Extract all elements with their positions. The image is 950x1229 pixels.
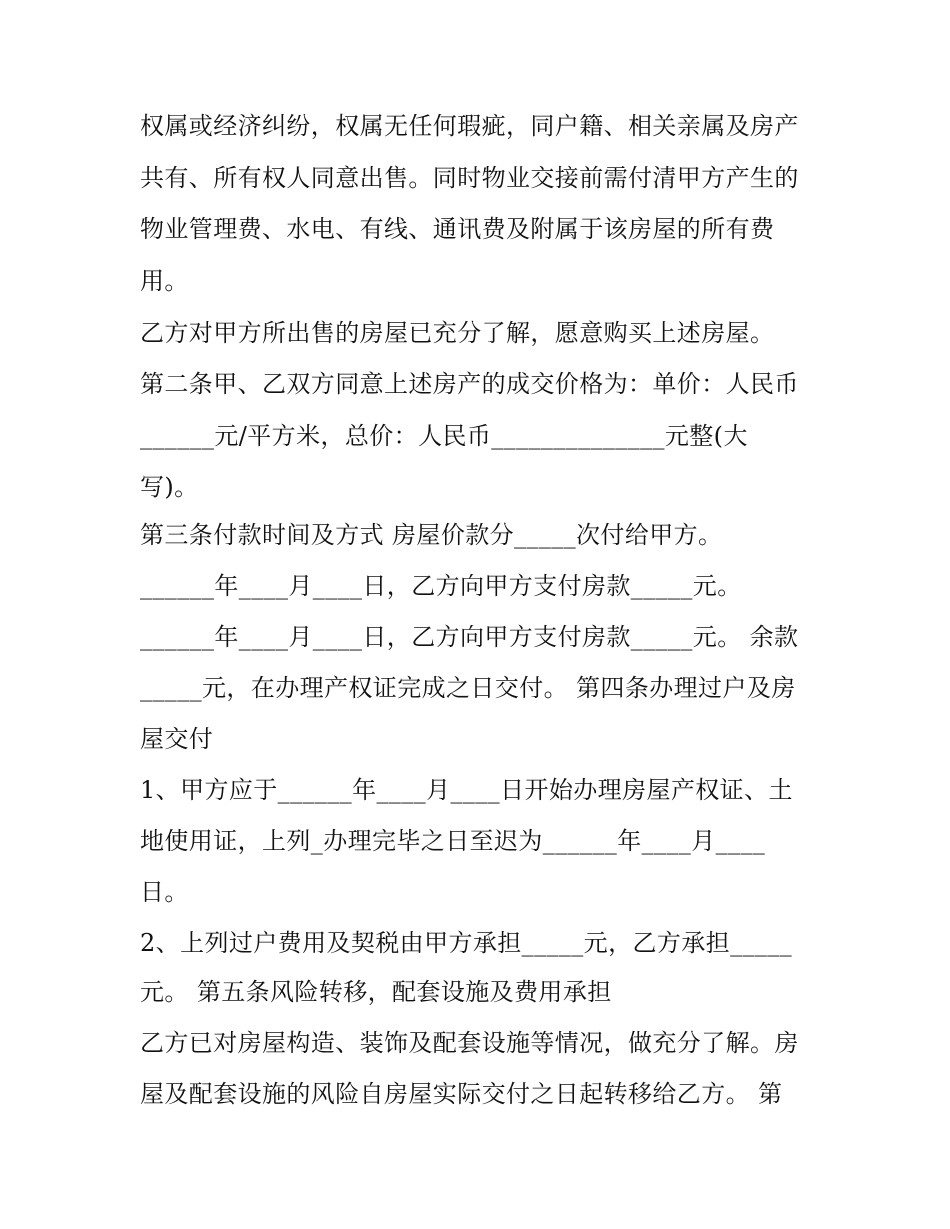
text-line: ______年____月____日，乙方向甲方支付房款_____元。 余款: [140, 623, 799, 651]
text-line: _____元，在办理产权证完成之日交付。 第四条办理过户及房: [140, 674, 796, 702]
text-line: 物业管理费、水电、有线、通讯费及附属于该房屋的所有费: [140, 215, 775, 243]
text-line: 屋及配套设施的风险自房屋实际交付之日起转移给乙方。 第: [140, 1080, 783, 1108]
text-line: 共有、所有权人同意出售。同时物业交接前需付清甲方产生的: [140, 164, 799, 192]
text-line: 权属或经济纠纷，权属无任何瑕疵，同户籍、相关亲属及房产: [140, 112, 799, 140]
text-line: 地使用证，上列_办理完毕之日至迟为______年____月____: [140, 827, 766, 855]
text-line: 日。: [140, 878, 189, 906]
text-line: 元。 第五条风险转移，配套设施及费用承担: [140, 978, 612, 1006]
text-line: 第三条付款时间及方式 房屋价款分_____次付给甲方。: [140, 521, 723, 549]
text-line: 2、上列过户费用及契税由甲方承担_____元，乙方承担_____: [140, 929, 793, 957]
text-line: ______元/平方米，总价：人民币______________元整(大: [140, 422, 748, 450]
text-line: 乙方已对房屋构造、装饰及配套设施等情况，做充分了解。房: [140, 1029, 799, 1057]
text-line: 1、甲方应于______年____月____日开始办理房屋产权证、土: [140, 776, 793, 804]
text-line: 第二条甲、乙双方同意上述房产的成交价格为：单价：人民币: [140, 370, 799, 398]
text-line: 用。: [140, 267, 189, 295]
text-line: ______年____月____日，乙方向甲方支付房款_____元。: [140, 572, 742, 600]
text-line: 写)。: [140, 473, 199, 501]
text-line: 乙方对甲方所出售的房屋已充分了解，愿意购买上述房屋。: [140, 319, 775, 347]
text-line: 屋交付: [140, 725, 214, 753]
